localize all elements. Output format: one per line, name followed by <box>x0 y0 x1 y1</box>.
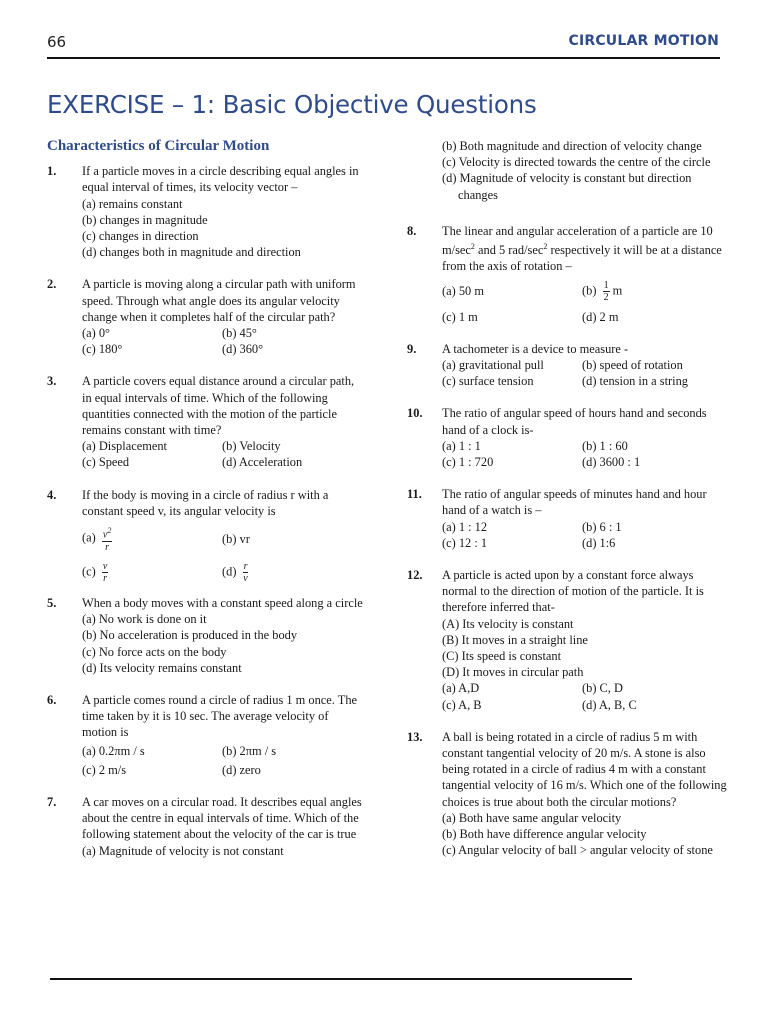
option: (d) Its velocity remains constant <box>82 660 242 675</box>
option-a: (a) 0.2πm / s <box>82 744 145 759</box>
question-number: 4. <box>47 487 57 502</box>
question-number: 12. <box>407 567 423 582</box>
question-text: A particle comes round a circle of radius 1 m once. The time taken by it is 10 sec. The average velocity of motion is <box>82 693 358 740</box>
question-text: A tachometer is a device to measure - <box>442 341 629 356</box>
option-c: (c) 1 m <box>442 309 478 324</box>
option-d: (d) 360° <box>222 342 264 357</box>
question-13 <box>407 729 727 859</box>
question-number: 11. <box>407 487 422 502</box>
option: (a) remains constant <box>82 196 183 211</box>
option-b: (b) speed of rotation <box>582 357 683 372</box>
footer-rule <box>50 978 632 980</box>
option-b: (b) 2πm / s <box>222 744 277 759</box>
option-c: (c) $\frac{v}{r}$ <box>82 560 108 584</box>
right-column <box>407 138 727 874</box>
option-b: (b) Velocity <box>222 439 281 454</box>
option-d: (d) tension in a string <box>582 374 688 389</box>
option: (a) No work is done on it <box>82 612 207 627</box>
question-number: 1. <box>47 164 57 179</box>
option-c: (c) surface tension <box>442 374 534 389</box>
page-header <box>0 0 768 62</box>
option-a: (a) 1 : 12 <box>442 519 488 534</box>
question-number: 13. <box>407 729 423 744</box>
question-text: A particle is moving along a circular path with uniform speed. Through what angle does its angular velocity change when it completes half of the circular path? <box>82 277 356 324</box>
question-text: A ball is being rotated in a circle of radius 5 m with constant tangential velocity of 20 m/s. A stone is also being rotated in a circle of radius 4 m with a constant tangential velocity of 16 m/s. Which one of the following choices is true about both the circular motions? <box>442 729 727 809</box>
option-a: (a) gravitational pull <box>442 357 544 372</box>
question-5 <box>47 595 365 676</box>
option-d: (d) zero <box>222 762 261 777</box>
header-rule <box>47 57 720 59</box>
question-number: 5. <box>47 596 57 611</box>
question-text: The linear and angular acceleration of a particle are 10 $m/\sec^2$ and 5 rad/$\sec^2$ respectively it will be at a distance from the axis of rotation – <box>442 223 722 274</box>
question-number: 3. <box>47 374 57 389</box>
left-column <box>47 138 365 875</box>
option-b: (b) C, D <box>582 681 623 696</box>
question-text: The ratio of angular speed of hours hand and seconds hand of a clock is- <box>442 406 707 437</box>
option-d: (d) A, B, C <box>582 697 637 712</box>
question-10 <box>407 405 727 470</box>
option: (c) No force acts on the body <box>82 644 227 659</box>
option-b: (b) vr <box>222 531 250 546</box>
option-c: (c) 180° <box>82 342 123 357</box>
option: (a) Magnitude of velocity is not constant <box>82 843 284 858</box>
option-b: (b) 1 : 60 <box>582 438 628 453</box>
option-d: (d) 2 m <box>582 309 619 324</box>
option-b: (b) 6 : 1 <box>582 519 622 534</box>
option-c: (c) Speed <box>82 455 130 470</box>
question-12 <box>407 567 727 713</box>
question-number: 9. <box>407 341 417 356</box>
question-text: If the body is moving in a circle of radius r with a constant speed v, its angular velocity is <box>82 487 329 518</box>
option-c: (c) 1 : 720 <box>442 454 494 469</box>
option-a: (a) A,D <box>442 681 480 696</box>
option: (c) Angular velocity of ball > angular velocity of stone <box>442 843 713 858</box>
option: (c) Velocity is directed towards the centre of the circle <box>442 155 711 170</box>
question-9 <box>407 341 727 390</box>
option: (b) No acceleration is produced in the body <box>82 628 298 643</box>
option: (d) Magnitude of velocity is constant but direction changes <box>442 171 692 202</box>
question-8 <box>407 223 727 325</box>
option-c: (c) 12 : 1 <box>442 535 488 550</box>
statement: (D) It moves in circular path <box>442 665 584 680</box>
statement: (A) Its velocity is constant <box>442 616 574 631</box>
question-2 <box>47 276 365 357</box>
question-4 <box>47 487 365 589</box>
chapter-title: CIRCULAR MOTION <box>568 33 719 49</box>
option-a: (a) 1 : 1 <box>442 438 481 453</box>
question-text: A particle covers equal distance around a circular path, in equal intervals of time. Which of the following quantities connected with the motion of the particle remains constant with time? <box>82 374 355 438</box>
option-b: (b) $\frac{1}{2}$ m <box>582 280 623 304</box>
option-c: (c) A, B <box>442 697 482 712</box>
question-11 <box>407 486 727 551</box>
question-text: When a body moves with a constant speed along a circle <box>82 596 363 611</box>
option: (b) changes in magnitude <box>82 212 208 227</box>
question-6 <box>47 692 365 778</box>
statement: (C) Its speed is constant <box>442 649 562 663</box>
statement: (B) It moves in a straight line <box>442 632 588 647</box>
question-text: A particle is acted upon by a constant force always normal to the direction of motion of the particle. It is therefore inferred that- <box>442 567 704 615</box>
question-number: 8. <box>407 223 417 238</box>
section-heading: Characteristics of Circular Motion <box>47 138 270 154</box>
fraction: $\frac{1}{2}$ <box>603 280 609 304</box>
option-d: (d) $\frac{r}{v}$ <box>222 560 248 584</box>
option: (b) Both magnitude and direction of velocity change <box>442 139 702 153</box>
question-number: 2. <box>47 277 57 292</box>
question-7 <box>47 794 365 859</box>
option: (a) Both have same angular velocity <box>442 810 622 825</box>
exercise-title: EXERCISE – 1: Basic Objective Questions <box>47 90 537 119</box>
fraction: $\frac{v^2}{r}$ <box>102 526 112 553</box>
question-text: If a particle moves in a circle describing equal angles in equal interval of times, its velocity vector – <box>82 164 359 195</box>
option: (d) changes both in magnitude and direction <box>82 245 301 260</box>
page-number: 66 <box>47 33 67 51</box>
option-a: (a) 50 m <box>442 284 484 299</box>
option-d: (d) Acceleration <box>222 455 303 470</box>
option: (c) changes in direction <box>82 229 199 244</box>
option: (b) Both have difference angular velocity <box>442 827 647 842</box>
option-c: (c) 2 m/s <box>82 762 127 777</box>
question-number: 10. <box>407 406 423 421</box>
question-number: 6. <box>47 693 57 708</box>
fraction: $\frac{r}{v}$ <box>243 560 248 584</box>
question-3 <box>47 373 365 470</box>
fraction: $\frac{v}{r}$ <box>102 560 108 584</box>
option-a: (a) 0° <box>82 326 110 341</box>
question-1 <box>47 163 365 260</box>
question-text: A car moves on a circular road. It describes equal angles about the centre in equal intervals of time. Which of the following statement about the velocity of the car is true <box>82 794 362 842</box>
option-a: (a) $\frac{v^2}{r}$ <box>82 526 112 553</box>
question-number: 7. <box>47 794 57 809</box>
question-text: The ratio of angular speeds of minutes hand and hour hand of a watch is – <box>442 487 707 518</box>
option-b: (b) 45° <box>222 326 257 341</box>
option-a: (a) Displacement <box>82 439 167 454</box>
question-7-continued <box>407 138 727 203</box>
option-d: (d) 1:6 <box>582 535 616 550</box>
option-d: (d) 3600 : 1 <box>582 454 641 469</box>
